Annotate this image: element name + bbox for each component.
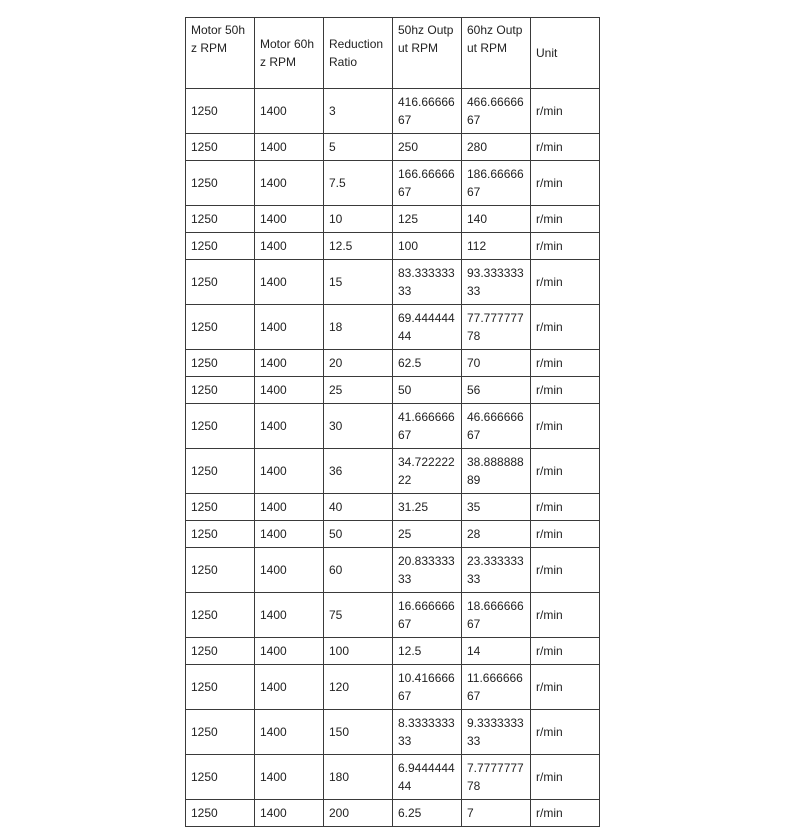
- cell-motor-50hz-rpm: 1250: [186, 89, 255, 134]
- cell-60hz-output-rpm: 14: [462, 638, 531, 665]
- cell-motor-60hz-rpm: 1400: [255, 494, 324, 521]
- table-row: [186, 206, 600, 233]
- cell-motor-50hz-rpm: 1250: [186, 377, 255, 404]
- cell-50hz-output-rpm: 100: [393, 233, 462, 260]
- cell-reduction-ratio: 150: [324, 710, 393, 755]
- cell-motor-60hz-rpm: 1400: [255, 710, 324, 755]
- cell-unit: r/min: [531, 638, 600, 665]
- cell-unit: r/min: [531, 449, 600, 494]
- cell-50hz-output-rpm: 6.25: [393, 800, 462, 827]
- cell-reduction-ratio: 200: [324, 800, 393, 827]
- table-row: [186, 404, 600, 449]
- table-row: [186, 134, 600, 161]
- cell-50hz-output-rpm: 34.72222222: [393, 449, 462, 494]
- cell-motor-50hz-rpm: 1250: [186, 593, 255, 638]
- cell-reduction-ratio: 20: [324, 350, 393, 377]
- cell-motor-60hz-rpm: 1400: [255, 305, 324, 350]
- cell-60hz-output-rpm: 70: [462, 350, 531, 377]
- cell-reduction-ratio: 3: [324, 89, 393, 134]
- header-unit: Unit: [531, 18, 600, 89]
- cell-50hz-output-rpm: 12.5: [393, 638, 462, 665]
- cell-unit: r/min: [531, 206, 600, 233]
- header-50hz-output-rpm: 50hz Output RPM: [393, 18, 462, 89]
- cell-reduction-ratio: 36: [324, 449, 393, 494]
- cell-reduction-ratio: 12.5: [324, 233, 393, 260]
- cell-60hz-output-rpm: 77.77777778: [462, 305, 531, 350]
- cell-60hz-output-rpm: 7: [462, 800, 531, 827]
- cell-60hz-output-rpm: 7.777777778: [462, 755, 531, 800]
- cell-60hz-output-rpm: 18.66666667: [462, 593, 531, 638]
- table-row: [186, 521, 600, 548]
- cell-unit: r/min: [531, 233, 600, 260]
- cell-motor-50hz-rpm: 1250: [186, 404, 255, 449]
- cell-motor-50hz-rpm: 1250: [186, 449, 255, 494]
- cell-motor-60hz-rpm: 1400: [255, 800, 324, 827]
- cell-motor-60hz-rpm: 1400: [255, 89, 324, 134]
- cell-60hz-output-rpm: 38.88888889: [462, 449, 531, 494]
- header-motor-50hz-rpm: Motor 50hz RPM: [186, 18, 255, 89]
- cell-60hz-output-rpm: 35: [462, 494, 531, 521]
- cell-reduction-ratio: 5: [324, 134, 393, 161]
- cell-50hz-output-rpm: 6.944444444: [393, 755, 462, 800]
- cell-unit: r/min: [531, 350, 600, 377]
- cell-unit: r/min: [531, 593, 600, 638]
- cell-motor-50hz-rpm: 1250: [186, 638, 255, 665]
- cell-60hz-output-rpm: 9.333333333: [462, 710, 531, 755]
- cell-50hz-output-rpm: 166.6666667: [393, 161, 462, 206]
- cell-motor-60hz-rpm: 1400: [255, 665, 324, 710]
- cell-50hz-output-rpm: 50: [393, 377, 462, 404]
- table-row: [186, 638, 600, 665]
- cell-unit: r/min: [531, 260, 600, 305]
- cell-motor-50hz-rpm: 1250: [186, 494, 255, 521]
- table-row: [186, 233, 600, 260]
- cell-motor-60hz-rpm: 1400: [255, 404, 324, 449]
- cell-motor-60hz-rpm: 1400: [255, 593, 324, 638]
- cell-reduction-ratio: 7.5: [324, 161, 393, 206]
- cell-unit: r/min: [531, 377, 600, 404]
- table-row: [186, 350, 600, 377]
- table-row: [186, 800, 600, 827]
- table-row: [186, 449, 600, 494]
- cell-motor-50hz-rpm: 1250: [186, 548, 255, 593]
- cell-60hz-output-rpm: 23.33333333: [462, 548, 531, 593]
- cell-50hz-output-rpm: 8.333333333: [393, 710, 462, 755]
- table-row: [186, 755, 600, 800]
- cell-reduction-ratio: 75: [324, 593, 393, 638]
- cell-unit: r/min: [531, 494, 600, 521]
- cell-motor-50hz-rpm: 1250: [186, 161, 255, 206]
- cell-60hz-output-rpm: 280: [462, 134, 531, 161]
- table-header-row: [186, 18, 600, 89]
- table-row: [186, 494, 600, 521]
- cell-60hz-output-rpm: 466.6666667: [462, 89, 531, 134]
- cell-60hz-output-rpm: 28: [462, 521, 531, 548]
- header-reduction-ratio: Reduction Ratio: [324, 18, 393, 89]
- cell-motor-60hz-rpm: 1400: [255, 161, 324, 206]
- table-row: [186, 548, 600, 593]
- cell-motor-50hz-rpm: 1250: [186, 665, 255, 710]
- cell-motor-50hz-rpm: 1250: [186, 206, 255, 233]
- table-row: [186, 89, 600, 134]
- cell-50hz-output-rpm: 20.83333333: [393, 548, 462, 593]
- cell-motor-50hz-rpm: 1250: [186, 305, 255, 350]
- table-row: [186, 377, 600, 404]
- cell-reduction-ratio: 180: [324, 755, 393, 800]
- cell-unit: r/min: [531, 521, 600, 548]
- cell-reduction-ratio: 50: [324, 521, 393, 548]
- cell-unit: r/min: [531, 161, 600, 206]
- cell-60hz-output-rpm: 186.6666667: [462, 161, 531, 206]
- cell-motor-50hz-rpm: 1250: [186, 260, 255, 305]
- cell-reduction-ratio: 30: [324, 404, 393, 449]
- cell-motor-50hz-rpm: 1250: [186, 710, 255, 755]
- cell-motor-60hz-rpm: 1400: [255, 521, 324, 548]
- cell-motor-60hz-rpm: 1400: [255, 134, 324, 161]
- cell-motor-60hz-rpm: 1400: [255, 350, 324, 377]
- cell-50hz-output-rpm: 31.25: [393, 494, 462, 521]
- cell-reduction-ratio: 25: [324, 377, 393, 404]
- cell-reduction-ratio: 10: [324, 206, 393, 233]
- table-row: [186, 161, 600, 206]
- cell-50hz-output-rpm: 416.6666667: [393, 89, 462, 134]
- cell-motor-50hz-rpm: 1250: [186, 350, 255, 377]
- cell-unit: r/min: [531, 404, 600, 449]
- cell-50hz-output-rpm: 83.33333333: [393, 260, 462, 305]
- cell-50hz-output-rpm: 10.41666667: [393, 665, 462, 710]
- cell-60hz-output-rpm: 11.66666667: [462, 665, 531, 710]
- cell-motor-60hz-rpm: 1400: [255, 233, 324, 260]
- cell-motor-50hz-rpm: 1250: [186, 755, 255, 800]
- cell-reduction-ratio: 60: [324, 548, 393, 593]
- cell-motor-50hz-rpm: 1250: [186, 800, 255, 827]
- cell-unit: r/min: [531, 305, 600, 350]
- header-motor-60hz-rpm: Motor 60hz RPM: [255, 18, 324, 89]
- cell-motor-50hz-rpm: 1250: [186, 233, 255, 260]
- table-row: [186, 260, 600, 305]
- cell-50hz-output-rpm: 125: [393, 206, 462, 233]
- cell-reduction-ratio: 120: [324, 665, 393, 710]
- cell-unit: r/min: [531, 89, 600, 134]
- cell-50hz-output-rpm: 69.44444444: [393, 305, 462, 350]
- rpm-reduction-table: [185, 17, 600, 827]
- cell-motor-50hz-rpm: 1250: [186, 521, 255, 548]
- cell-reduction-ratio: 100: [324, 638, 393, 665]
- cell-60hz-output-rpm: 140: [462, 206, 531, 233]
- cell-60hz-output-rpm: 56: [462, 377, 531, 404]
- cell-motor-60hz-rpm: 1400: [255, 755, 324, 800]
- table-row: [186, 305, 600, 350]
- header-60hz-output-rpm: 60hz Output RPM: [462, 18, 531, 89]
- table-row: [186, 710, 600, 755]
- cell-motor-60hz-rpm: 1400: [255, 638, 324, 665]
- cell-60hz-output-rpm: 46.66666667: [462, 404, 531, 449]
- table-row: [186, 593, 600, 638]
- cell-50hz-output-rpm: 16.66666667: [393, 593, 462, 638]
- cell-motor-60hz-rpm: 1400: [255, 377, 324, 404]
- cell-unit: r/min: [531, 134, 600, 161]
- cell-motor-50hz-rpm: 1250: [186, 134, 255, 161]
- table-body: [186, 18, 600, 827]
- cell-unit: r/min: [531, 710, 600, 755]
- cell-60hz-output-rpm: 93.33333333: [462, 260, 531, 305]
- cell-unit: r/min: [531, 665, 600, 710]
- cell-50hz-output-rpm: 41.66666667: [393, 404, 462, 449]
- cell-motor-60hz-rpm: 1400: [255, 449, 324, 494]
- cell-motor-60hz-rpm: 1400: [255, 206, 324, 233]
- cell-50hz-output-rpm: 250: [393, 134, 462, 161]
- cell-reduction-ratio: 40: [324, 494, 393, 521]
- cell-unit: r/min: [531, 755, 600, 800]
- cell-50hz-output-rpm: 62.5: [393, 350, 462, 377]
- cell-unit: r/min: [531, 800, 600, 827]
- cell-motor-60hz-rpm: 1400: [255, 260, 324, 305]
- cell-unit: r/min: [531, 548, 600, 593]
- cell-50hz-output-rpm: 25: [393, 521, 462, 548]
- table-row: [186, 665, 600, 710]
- cell-reduction-ratio: 15: [324, 260, 393, 305]
- cell-60hz-output-rpm: 112: [462, 233, 531, 260]
- cell-motor-60hz-rpm: 1400: [255, 548, 324, 593]
- cell-reduction-ratio: 18: [324, 305, 393, 350]
